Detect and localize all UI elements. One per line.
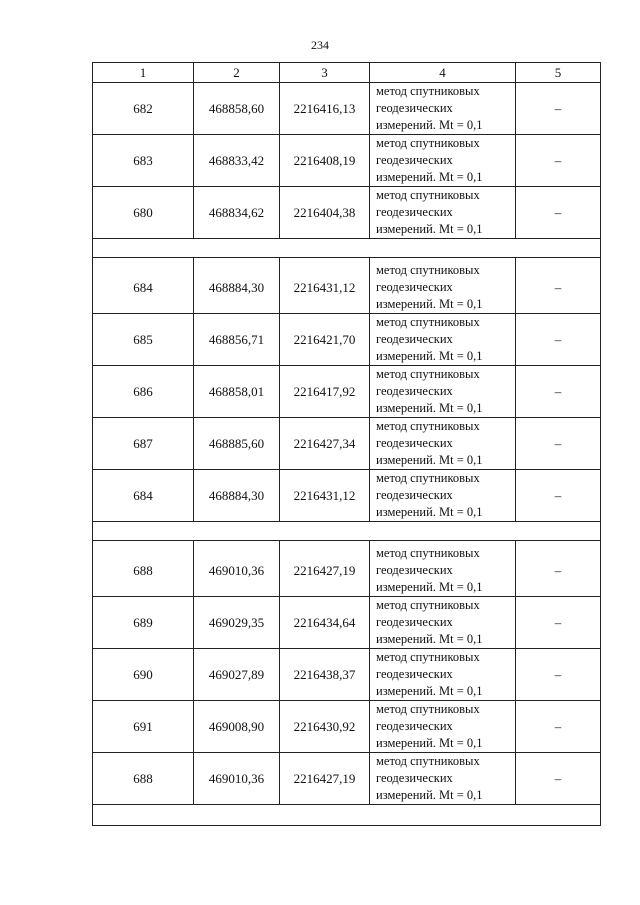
x-coordinate-cell: 469029,35	[194, 597, 280, 649]
coordinates-table	[92, 62, 601, 826]
method-text-line: измерений. Mt = 0,1	[376, 580, 483, 594]
table-row	[93, 470, 601, 522]
point-number-cell: 687	[93, 418, 194, 470]
method-text-line: метод спутниковых	[376, 84, 480, 98]
method-text-line: измерений. Mt = 0,1	[376, 684, 483, 698]
table-row	[93, 701, 601, 753]
method-text-line: метод спутниковых	[376, 315, 480, 329]
method-text-line: метод спутниковых	[376, 650, 480, 664]
point-number-cell: 688	[93, 753, 194, 805]
method-text-line: измерений. Mt = 0,1	[376, 632, 483, 646]
point-number-cell: 686	[93, 366, 194, 418]
column-5-cell: –	[516, 366, 601, 418]
method-text-line: измерений. Mt = 0,1	[376, 118, 483, 132]
table-row	[93, 753, 601, 805]
point-number-cell: 690	[93, 649, 194, 701]
method-cell	[370, 597, 516, 649]
point-number-cell: 689	[93, 597, 194, 649]
y-coordinate-cell: 2216417,92	[280, 366, 370, 418]
y-coordinate-cell: 2216408,19	[280, 135, 370, 187]
y-coordinate-cell: 2216427,34	[280, 418, 370, 470]
x-coordinate-cell: 468884,30	[194, 258, 280, 314]
method-text-line: метод спутниковых	[376, 754, 480, 768]
method-text-line: геодезических	[376, 771, 453, 785]
point-number-cell: 688	[93, 541, 194, 597]
x-coordinate-cell: 468884,30	[194, 470, 280, 522]
group-separator-row	[93, 805, 601, 826]
y-coordinate-cell: 2216427,19	[280, 753, 370, 805]
method-text-line: геодезических	[376, 667, 453, 681]
column-5-cell: –	[516, 470, 601, 522]
point-number-cell: 683	[93, 135, 194, 187]
point-number-cell: 684	[93, 258, 194, 314]
table-row	[93, 541, 601, 597]
method-text-line: измерений. Mt = 0,1	[376, 401, 483, 415]
column-5-cell: –	[516, 187, 601, 239]
column-header-1: 1	[93, 63, 194, 83]
point-number-cell: 680	[93, 187, 194, 239]
separator-cell	[93, 239, 601, 258]
x-coordinate-cell: 468885,60	[194, 418, 280, 470]
y-coordinate-cell: 2216431,12	[280, 470, 370, 522]
x-coordinate-cell: 469008,90	[194, 701, 280, 753]
method-text-line: метод спутниковых	[376, 136, 480, 150]
method-text-line: метод спутниковых	[376, 598, 480, 612]
column-5-cell: –	[516, 649, 601, 701]
group-separator-row	[93, 522, 601, 541]
y-coordinate-cell: 2216421,70	[280, 314, 370, 366]
method-text-line: геодезических	[376, 488, 453, 502]
table-row	[93, 314, 601, 366]
x-coordinate-cell: 468856,71	[194, 314, 280, 366]
method-text-line: измерений. Mt = 0,1	[376, 170, 483, 184]
y-coordinate-cell: 2216438,37	[280, 649, 370, 701]
method-text-line: измерений. Mt = 0,1	[376, 453, 483, 467]
separator-cell	[93, 522, 601, 541]
y-coordinate-cell: 2216416,13	[280, 83, 370, 135]
table-row	[93, 418, 601, 470]
y-coordinate-cell: 2216431,12	[280, 258, 370, 314]
method-text-line: измерений. Mt = 0,1	[376, 505, 483, 519]
point-number-cell: 684	[93, 470, 194, 522]
method-cell	[370, 701, 516, 753]
table-row	[93, 366, 601, 418]
method-text-line: геодезических	[376, 563, 453, 577]
method-cell	[370, 258, 516, 314]
method-cell	[370, 418, 516, 470]
column-5-cell: –	[516, 83, 601, 135]
column-header-5: 5	[516, 63, 601, 83]
method-text-line: геодезических	[376, 615, 453, 629]
method-text-line: геодезических	[376, 719, 453, 733]
method-text-line: геодезических	[376, 332, 453, 346]
method-text-line: измерений. Mt = 0,1	[376, 297, 483, 311]
y-coordinate-cell: 2216404,38	[280, 187, 370, 239]
method-text-line: измерений. Mt = 0,1	[376, 349, 483, 363]
column-5-cell: –	[516, 314, 601, 366]
table-row	[93, 135, 601, 187]
point-number-cell: 691	[93, 701, 194, 753]
table-row	[93, 597, 601, 649]
method-text-line: геодезических	[376, 280, 453, 294]
method-text-line: метод спутниковых	[376, 367, 480, 381]
x-coordinate-cell: 469010,36	[194, 753, 280, 805]
method-text-line: метод спутниковых	[376, 546, 480, 560]
table-body	[93, 63, 601, 826]
method-text-line: геодезических	[376, 436, 453, 450]
x-coordinate-cell: 469027,89	[194, 649, 280, 701]
x-coordinate-cell: 468858,60	[194, 83, 280, 135]
column-5-cell: –	[516, 597, 601, 649]
x-coordinate-cell: 468858,01	[194, 366, 280, 418]
point-number-cell: 682	[93, 83, 194, 135]
point-number-cell: 685	[93, 314, 194, 366]
column-5-cell: –	[516, 541, 601, 597]
group-separator-row	[93, 239, 601, 258]
method-text-line: метод спутниковых	[376, 702, 480, 716]
method-cell	[370, 135, 516, 187]
method-text-line: метод спутниковых	[376, 419, 480, 433]
table-row	[93, 258, 601, 314]
table-row	[93, 187, 601, 239]
x-coordinate-cell: 468833,42	[194, 135, 280, 187]
method-text-line: геодезических	[376, 205, 453, 219]
separator-cell	[93, 805, 601, 826]
method-cell	[370, 314, 516, 366]
method-text-line: геодезических	[376, 101, 453, 115]
method-cell	[370, 753, 516, 805]
column-5-cell: –	[516, 753, 601, 805]
page-number: 234	[311, 38, 329, 52]
y-coordinate-cell: 2216430,92	[280, 701, 370, 753]
method-cell	[370, 83, 516, 135]
y-coordinate-cell: 2216434,64	[280, 597, 370, 649]
method-text-line: измерений. Mt = 0,1	[376, 788, 483, 802]
method-cell	[370, 366, 516, 418]
column-5-cell: –	[516, 418, 601, 470]
method-text-line: измерений. Mt = 0,1	[376, 222, 483, 236]
header-row	[93, 63, 601, 83]
column-5-cell: –	[516, 258, 601, 314]
column-header-4: 4	[370, 63, 516, 83]
method-cell	[370, 649, 516, 701]
method-text-line: геодезических	[376, 384, 453, 398]
column-5-cell: –	[516, 701, 601, 753]
method-cell	[370, 470, 516, 522]
x-coordinate-cell: 468834,62	[194, 187, 280, 239]
method-text-line: метод спутниковых	[376, 471, 480, 485]
table-row	[93, 649, 601, 701]
table-row	[93, 83, 601, 135]
method-text-line: метод спутниковых	[376, 188, 480, 202]
y-coordinate-cell: 2216427,19	[280, 541, 370, 597]
method-text-line: метод спутниковых	[376, 263, 480, 277]
x-coordinate-cell: 469010,36	[194, 541, 280, 597]
column-5-cell: –	[516, 135, 601, 187]
method-cell	[370, 541, 516, 597]
method-text-line: измерений. Mt = 0,1	[376, 736, 483, 750]
column-header-3: 3	[280, 63, 370, 83]
method-cell	[370, 187, 516, 239]
column-header-2: 2	[194, 63, 280, 83]
method-text-line: геодезических	[376, 153, 453, 167]
